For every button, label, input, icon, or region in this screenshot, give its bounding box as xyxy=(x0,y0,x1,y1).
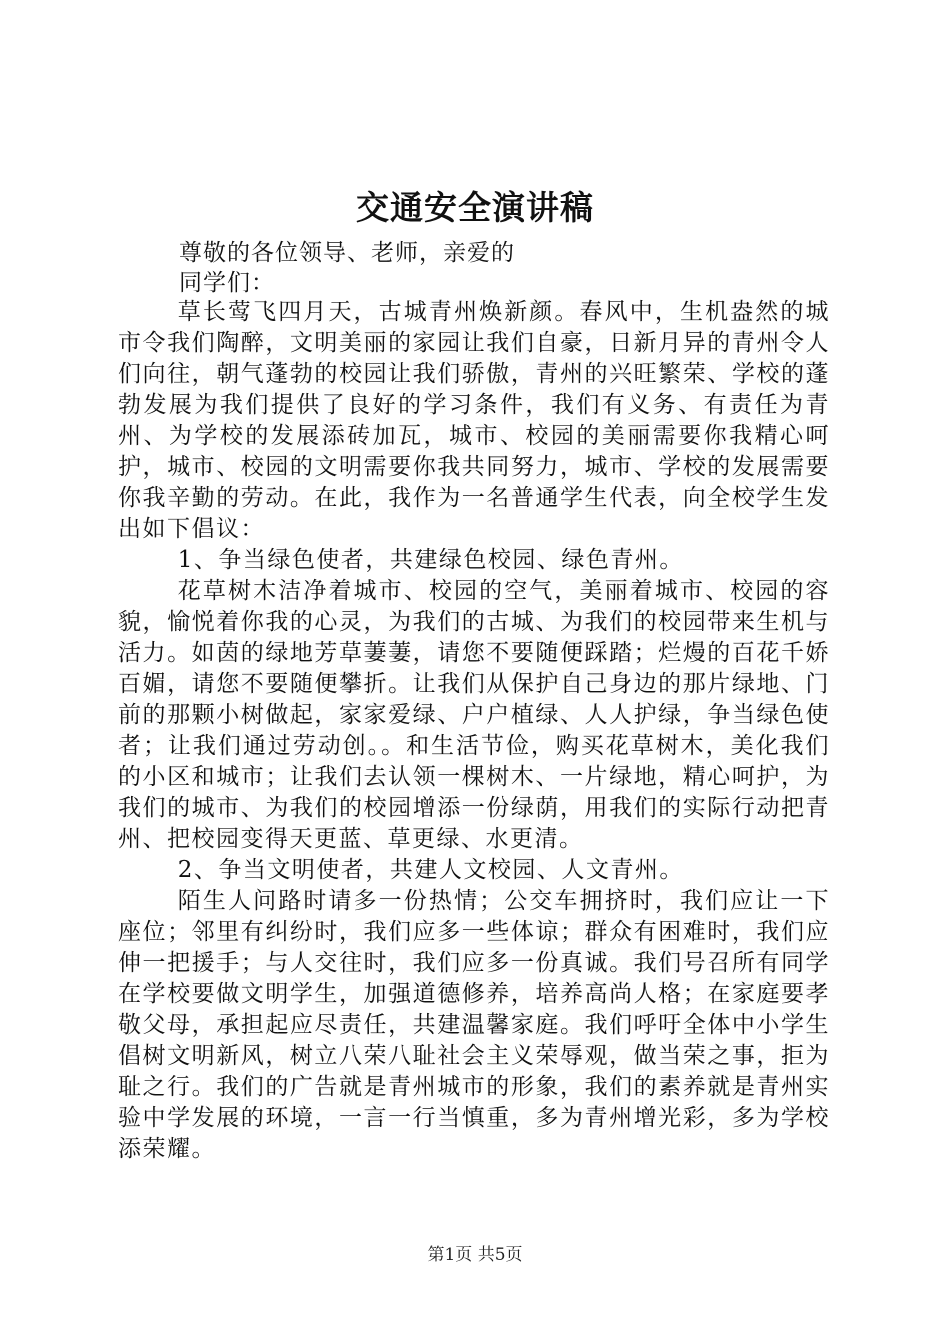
document-body xyxy=(118,297,830,1165)
paragraph-green: 花草树木洁净着城市、校园的空气，美丽着城市、校园的容貌，愉悦着你我的心灵，为我们的古城、为我们的校园带来生机与活力。如茵的绿地芳草萋萋，请您不要随便踩踏；烂熳的百花千娇百媚，请您不要随便攀折。让我们从保护自己身边的那片绿地、门前的那颗小树做起，家家爱绿、户户植绿、人人护绿，争当绿色使者；让我们通过劳动创。。和生活节俭，购买花草树木，美化我们的小区和城市；让我们去认领一棵树木、一片绿地，精心呵护，为我们的城市、为我们的校园增添一份绿荫，用我们的实际行动把青州、把校园变得天更蓝、草更绿、水更清。 xyxy=(118,578,830,852)
paragraph-heading-1: 1、争当绿色使者，共建绿色校园、绿色青州。 xyxy=(177,547,684,573)
paragraph-intro: 草长莺飞四月天，古城青州焕新颜。春风中，生机盎然的城市令我们陶醉，文明美丽的家园让我们自豪，日新月异的青州令人们向往，朝气蓬勃的校园让我们骄傲，青州的兴旺繁荣、学校的蓬勃发展为我们提供了良好的学习条件，我们有义务、有责任为青州、为学校的发展添砖加瓦，城市、校园的美丽需要你我精心呵护，城市、校园的文明需要你我共同努力，城市、学校的发展需要你我辛勤的劳动。在此，我作为一名普通学生代表，向全校学生发出如下倡议： xyxy=(118,299,830,542)
salutation-line-2: 同学们： xyxy=(179,270,275,296)
document-title: 交通安全演讲稿 xyxy=(356,188,594,227)
salutation-line-1: 尊敬的各位领导、老师，亲爱的 xyxy=(179,240,515,266)
page-number-footer: 第1页 共5页 xyxy=(427,1245,523,1265)
paragraph-heading-2: 2、争当文明使者，共建人文校园、人文青州。 xyxy=(177,857,684,883)
paragraph-civility: 陌生人问路时请多一份热情；公交车拥挤时，我们应让一下座位；邻里有纠纷时，我们应多一些体谅；群众有困难时，我们应伸一把援手；与人交往时，我们应多一份真诚。我们号召所有同学在学校要做文明学生，加强道德修养，培养高尚人格；在家庭要孝敬父母，承担起应尽责任，共建温馨家庭。我们呼吁全体中小学生倡树文明新风，树立八荣八耻社会主义荣辱观，做当荣之事，拒为耻之行。我们的广告就是青州城市的形象，我们的素养就是青州实验中学发展的环境，一言一行当慎重，多为青州增光彩，多为学校添荣耀。 xyxy=(118,888,830,1162)
